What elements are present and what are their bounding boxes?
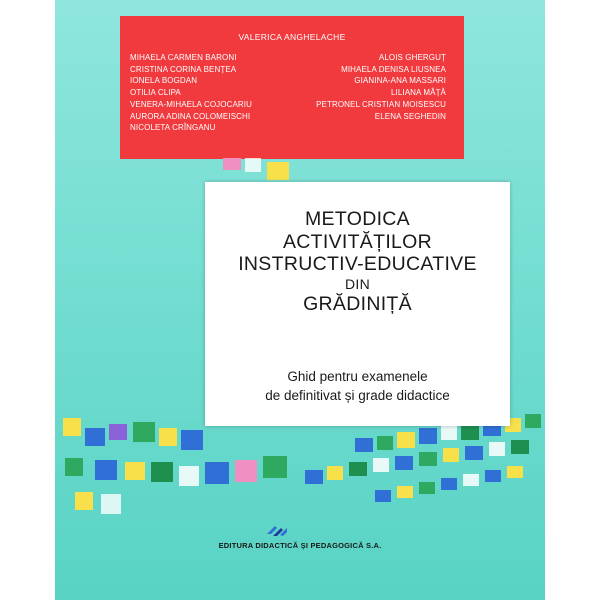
lead-author: VALERICA ANGHELACHE [238, 32, 346, 42]
author-name: ALOIS GHERGUȚ [378, 53, 446, 62]
title-line: INSTRUCTIV-EDUCATIVE [238, 253, 477, 275]
decor-square [133, 422, 155, 442]
decor-square [397, 432, 415, 448]
publisher-logo-icon [266, 524, 288, 538]
author-name: CRISTINA CORINA BENȚEA [130, 64, 237, 74]
decor-square [179, 466, 199, 486]
subtitle-line: de definitivat și grade didactice [265, 388, 450, 403]
authors-left-list [130, 52, 252, 134]
decor-square [263, 456, 287, 478]
author-name: PETRONEL CRISTIAN MOISESCU [316, 99, 446, 109]
decor-square [75, 492, 93, 510]
subtitle-line: Ghid pentru examenele [287, 369, 428, 384]
decor-square [419, 452, 437, 466]
author-name: MIHAELA CARMEN BARONI [130, 53, 237, 62]
title-line: ACTIVITĂȚILOR [282, 230, 433, 253]
decor-square [511, 440, 529, 454]
decor-square [441, 478, 457, 490]
author-name: VENERA-MIHAELA COJOCARIU [130, 99, 252, 109]
decor-square [443, 448, 459, 462]
decor-square [355, 438, 373, 452]
book-title [205, 208, 510, 315]
decor-square [267, 162, 289, 180]
title-panel [205, 182, 510, 426]
decor-square [181, 430, 203, 450]
decor-square [349, 462, 367, 476]
decor-square [109, 424, 127, 440]
author-name: ELENA SEGHEDIN [374, 111, 446, 121]
title-line: DIN [344, 275, 370, 292]
decor-square [465, 446, 483, 460]
decor-square [419, 482, 435, 494]
decor-square [397, 486, 413, 498]
decor-square [377, 436, 393, 450]
author-name: GIANINA-ANA MASSARI [354, 76, 446, 86]
decor-square [245, 158, 261, 172]
decor-square [125, 462, 145, 480]
decor-square [327, 466, 343, 480]
decor-square [441, 426, 457, 440]
decor-square [305, 470, 323, 484]
author-name: NICOLETA CRÎNGANU [130, 123, 216, 133]
decor-square [525, 414, 541, 428]
decor-square [101, 494, 121, 514]
author-name: OTILIA CLIPA [130, 88, 181, 98]
book-subtitle [205, 367, 510, 405]
decor-square [489, 442, 505, 456]
title-line: METODICA [305, 208, 410, 230]
authors-right-list [316, 52, 446, 122]
book-cover [55, 0, 545, 600]
decor-square [395, 456, 413, 470]
author-name: IONELA BOGDAN [130, 76, 198, 86]
decor-square [373, 458, 389, 472]
decor-square [223, 158, 241, 170]
decor-square [485, 470, 501, 482]
author-name: AURORA ADINA COLOMEISCHI [130, 111, 251, 121]
publisher-name: EDITURA DIDACTICĂ ȘI PEDAGOGICĂ S.A. [218, 541, 382, 550]
decor-square [419, 428, 437, 444]
decor-square [235, 460, 257, 482]
author-name: MIHAELA DENISA LIUSNEA [341, 64, 446, 74]
decor-square [63, 418, 81, 436]
decor-square [151, 462, 173, 482]
decor-square [65, 458, 83, 476]
decor-square [461, 424, 479, 440]
decor-square [463, 474, 479, 486]
decor-square [507, 466, 523, 478]
title-line: GRĂDINIȚĂ [303, 292, 412, 315]
decor-square [85, 428, 105, 446]
authors-band [120, 16, 464, 159]
decor-square [95, 460, 117, 480]
decor-square [375, 490, 391, 502]
decor-square [159, 428, 177, 446]
author-name: LILIANA MÂȚĂ [391, 88, 446, 98]
decor-square [205, 462, 229, 484]
